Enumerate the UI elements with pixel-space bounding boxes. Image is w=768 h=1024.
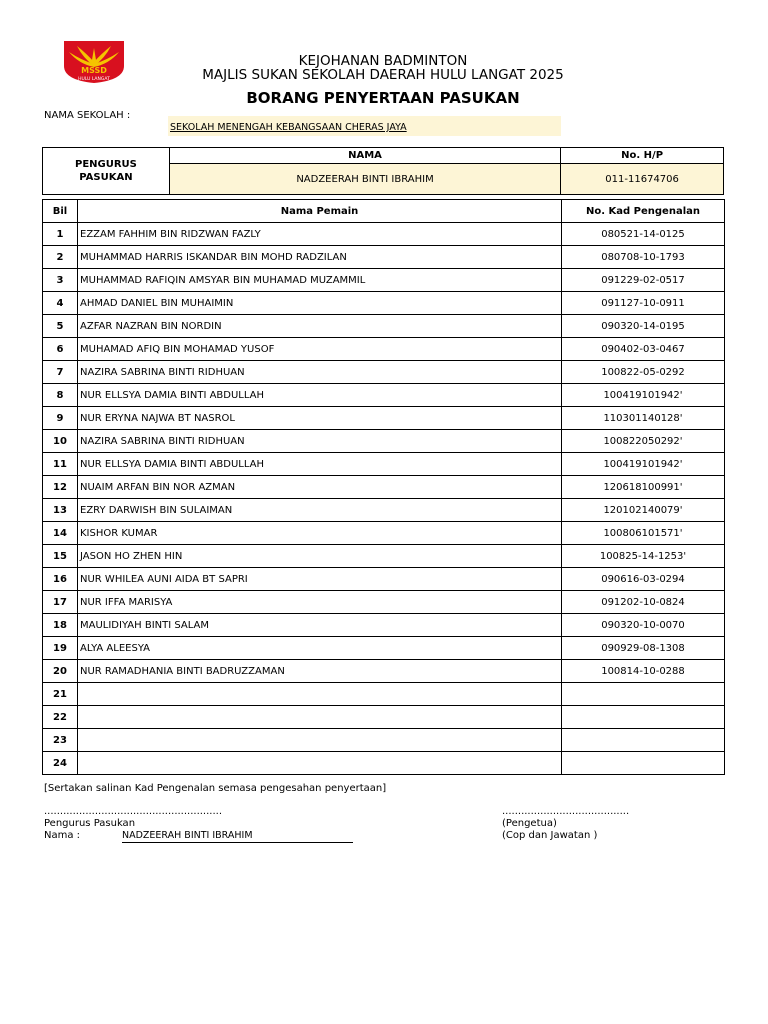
player-row: [43, 453, 725, 476]
player-number: 16: [43, 568, 78, 591]
player-row: [43, 660, 725, 683]
player-ic[interactable]: 120618100991': [562, 476, 725, 499]
manager-signature-label: Pengurus Pasukan: [44, 818, 136, 829]
player-name[interactable]: MAULIDIYAH BINTI SALAM: [78, 614, 562, 637]
player-name[interactable]: JASON HO ZHEN HIN: [78, 545, 562, 568]
player-number: 7: [43, 361, 78, 384]
player-number: 12: [43, 476, 78, 499]
player-name[interactable]: EZRY DARWISH BIN SULAIMAN: [78, 499, 562, 522]
player-name[interactable]: MUHAMAD AFIQ BIN MOHAMAD YUSOF: [78, 338, 562, 361]
player-row: [43, 591, 725, 614]
footer-name-label: Nama :: [44, 830, 81, 841]
player-ic[interactable]: 091202-10-0824: [562, 591, 725, 614]
player-number: 20: [43, 660, 78, 683]
player-row: [43, 522, 725, 545]
player-ic[interactable]: 090320-14-0195: [562, 315, 725, 338]
player-name[interactable]: [78, 706, 562, 729]
stamp-label: (Cop dan Jawatan ): [502, 830, 598, 841]
players-header-row: [43, 200, 725, 223]
player-name[interactable]: [78, 683, 562, 706]
player-row: [43, 292, 725, 315]
player-number: 5: [43, 315, 78, 338]
player-row: [43, 752, 725, 775]
player-name[interactable]: NUR ELLSYA DAMIA BINTI ABDULLAH: [78, 453, 562, 476]
player-name[interactable]: NUR ERYNA NAJWA BT NASROL: [78, 407, 562, 430]
players-table: [42, 199, 725, 775]
manager-label-line2: PASUKAN: [79, 172, 133, 183]
player-row: [43, 706, 725, 729]
player-ic[interactable]: [562, 683, 725, 706]
manager-label: [43, 148, 170, 195]
player-row: [43, 361, 725, 384]
player-ic[interactable]: 100419101942': [562, 384, 725, 407]
svg-text:HULU LANGAT: HULU LANGAT: [78, 77, 110, 82]
manager-phone-cell[interactable]: 011-11674706: [561, 164, 724, 195]
manager-table: [42, 147, 724, 195]
player-number: 3: [43, 269, 78, 292]
footer-name-value[interactable]: NADZEERAH BINTI IBRAHIM: [122, 830, 353, 843]
player-number: 22: [43, 706, 78, 729]
principal-signature-label: (Pengetua): [502, 818, 557, 829]
player-number: 18: [43, 614, 78, 637]
school-label: NAMA SEKOLAH :: [44, 110, 131, 118]
organizer-title: MAJLIS SUKAN SEKOLAH DAERAH HULU LANGAT 2025: [202, 67, 564, 83]
player-row: [43, 476, 725, 499]
player-number: 15: [43, 545, 78, 568]
svg-text:MSSD: MSSD: [81, 66, 107, 75]
player-number: 14: [43, 522, 78, 545]
player-number: 13: [43, 499, 78, 522]
manager-phone-header: No. H/P: [561, 148, 724, 164]
ic-header: No. Kad Pengenalan: [562, 200, 725, 223]
player-number: 17: [43, 591, 78, 614]
player-number: 2: [43, 246, 78, 269]
form-title: BORANG PENYERTAAN PASUKAN: [246, 89, 520, 107]
player-row: [43, 338, 725, 361]
player-number: 21: [43, 683, 78, 706]
player-number: 1: [43, 223, 78, 246]
player-name[interactable]: NUAIM ARFAN BIN NOR AZMAN: [78, 476, 562, 499]
player-number: 4: [43, 292, 78, 315]
player-ic[interactable]: 110301140128': [562, 407, 725, 430]
player-row: [43, 729, 725, 752]
player-row: [43, 315, 725, 338]
name-header: Nama Pemain: [78, 200, 562, 223]
player-row: [43, 269, 725, 292]
player-name[interactable]: ALYA ALEESYA: [78, 637, 562, 660]
player-row: [43, 683, 725, 706]
player-number: 10: [43, 430, 78, 453]
player-number: 9: [43, 407, 78, 430]
player-ic[interactable]: 090616-03-0294: [562, 568, 725, 591]
manager-name-header: NAMA: [169, 148, 560, 164]
player-row: [43, 614, 725, 637]
player-ic[interactable]: 090929-08-1308: [562, 637, 725, 660]
player-ic[interactable]: [562, 706, 725, 729]
player-ic[interactable]: [562, 729, 725, 752]
player-name[interactable]: EZZAM FAHHIM BIN RIDZWAN FAZLY: [78, 223, 562, 246]
player-number: 8: [43, 384, 78, 407]
player-ic[interactable]: 080708-10-1793: [562, 246, 725, 269]
player-name[interactable]: NUR WHILEA AUNI AIDA BT SAPRI: [78, 568, 562, 591]
player-ic[interactable]: 120102140079': [562, 499, 725, 522]
player-name[interactable]: [78, 729, 562, 752]
player-ic[interactable]: 090402-03-0467: [562, 338, 725, 361]
player-row: [43, 637, 725, 660]
player-ic[interactable]: 080521-14-0125: [562, 223, 725, 246]
player-number: 24: [43, 752, 78, 775]
player-name[interactable]: MUHAMMAD HARRIS ISKANDAR BIN MOHD RADZILAN: [78, 246, 562, 269]
ic-note: [Sertakan salinan Kad Pengenalan semasa pengesahan penyertaan]: [44, 783, 387, 794]
player-ic[interactable]: 091229-02-0517: [562, 269, 725, 292]
school-name: SEKOLAH MENENGAH KEBANGSAAN CHERAS JAYA: [170, 122, 407, 133]
player-name[interactable]: NUR IFFA MARISYA: [78, 591, 562, 614]
player-name[interactable]: NAZIRA SABRINA BINTI RIDHUAN: [78, 361, 562, 384]
player-row: [43, 568, 725, 591]
player-name[interactable]: NUR RAMADHANIA BINTI BADRUZZAMAN: [78, 660, 562, 683]
player-ic[interactable]: 091127-10-0911: [562, 292, 725, 315]
manager-name-cell[interactable]: NADZEERAH BINTI IBRAHIM: [169, 164, 560, 195]
player-name[interactable]: MUHAMMAD RAFIQIN AMSYAR BIN MUHAMAD MUZAMMIL: [78, 269, 562, 292]
player-ic[interactable]: 100822050292': [562, 430, 725, 453]
player-ic[interactable]: [562, 752, 725, 775]
signature-line-principal: ........................................: [502, 806, 630, 817]
player-name[interactable]: NAZIRA SABRINA BINTI RIDHUAN: [78, 430, 562, 453]
player-name[interactable]: [78, 752, 562, 775]
player-ic[interactable]: 100822-05-0292: [562, 361, 725, 384]
player-number: 11: [43, 453, 78, 476]
player-row: [43, 407, 725, 430]
player-row: [43, 499, 725, 522]
player-ic[interactable]: 100806101571': [562, 522, 725, 545]
player-number: 19: [43, 637, 78, 660]
player-row: [43, 246, 725, 269]
player-row: [43, 430, 725, 453]
manager-label-line1: PENGURUS: [74, 159, 137, 170]
event-title: KEJOHANAN BADMINTON: [298, 53, 468, 69]
player-name[interactable]: AZFAR NAZRAN BIN NORDIN: [78, 315, 562, 338]
player-ic[interactable]: 100814-10-0288: [562, 660, 725, 683]
signature-line-manager: ........................................................: [44, 806, 223, 817]
bil-header: Bil: [43, 200, 78, 223]
player-number: 6: [43, 338, 78, 361]
player-row: [43, 384, 725, 407]
player-ic[interactable]: 100825-14-1253': [562, 545, 725, 568]
school-name-field[interactable]: [168, 116, 561, 136]
player-ic[interactable]: 100419101942': [562, 453, 725, 476]
player-name[interactable]: NUR ELLSYA DAMIA BINTI ABDULLAH: [78, 384, 562, 407]
player-number: 23: [43, 729, 78, 752]
player-row: [43, 545, 725, 568]
player-ic[interactable]: 090320-10-0070: [562, 614, 725, 637]
player-row: [43, 223, 725, 246]
player-name[interactable]: AHMAD DANIEL BIN MUHAIMIN: [78, 292, 562, 315]
player-name[interactable]: KISHOR KUMAR: [78, 522, 562, 545]
